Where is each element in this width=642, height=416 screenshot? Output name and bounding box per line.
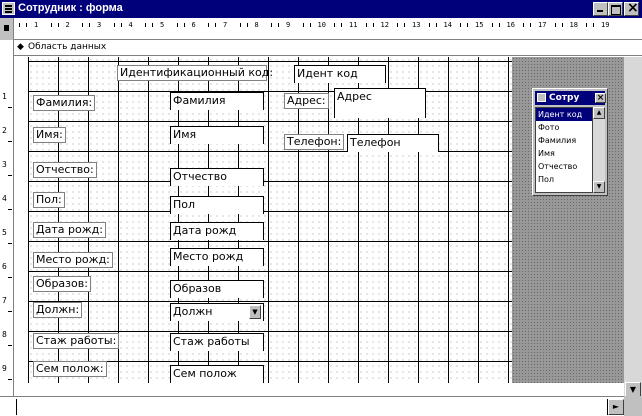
vertical-ruler-number: 8 bbox=[2, 330, 7, 339]
ruler-number: 4 bbox=[128, 21, 133, 29]
scrollbar-corner bbox=[624, 396, 642, 416]
ruler-tick bbox=[177, 23, 178, 27]
experience-field[interactable]: Стаж работы bbox=[170, 333, 264, 351]
ruler-number: 12 bbox=[380, 21, 389, 29]
ruler-tick bbox=[82, 23, 83, 27]
ruler-tick bbox=[460, 23, 461, 27]
ruler-tick bbox=[373, 23, 374, 27]
vertical-ruler-number: 6 bbox=[2, 262, 7, 271]
form-icon[interactable] bbox=[2, 2, 15, 15]
birth-date-field[interactable]: Дата рожд bbox=[170, 222, 264, 240]
field-list-window[interactable] bbox=[532, 88, 608, 196]
ruler-tick bbox=[499, 23, 500, 27]
form-selector[interactable] bbox=[0, 18, 14, 40]
ruler-tick bbox=[523, 23, 524, 27]
vertical-ruler-tick bbox=[8, 379, 12, 380]
ruler-tick bbox=[26, 23, 27, 27]
scroll-up-icon[interactable]: ▲ bbox=[593, 107, 605, 119]
horizontal-scrollbar[interactable] bbox=[0, 396, 624, 416]
horizontal-scroll-track[interactable] bbox=[16, 399, 608, 415]
vertical-scrollbar[interactable] bbox=[624, 57, 642, 396]
field-list-item[interactable]: Фото bbox=[538, 123, 560, 132]
ruler-tick bbox=[247, 23, 248, 27]
ruler-number: 2 bbox=[65, 21, 70, 29]
ruler-number: 3 bbox=[97, 21, 102, 29]
ruler-tick bbox=[467, 23, 468, 27]
ruler-tick bbox=[278, 23, 279, 27]
field-list-close-button[interactable]: × bbox=[596, 93, 605, 103]
section-label: Область данных bbox=[28, 42, 107, 52]
education-label[interactable]: Образов: bbox=[33, 276, 91, 292]
ruler-tick bbox=[152, 23, 153, 27]
ruler-tick bbox=[436, 23, 437, 27]
birth-place-field[interactable]: Место рожд bbox=[170, 248, 264, 266]
ruler-tick bbox=[240, 23, 241, 27]
birth-date-label[interactable]: Дата рожд: bbox=[33, 222, 106, 238]
patronymic-label[interactable]: Отчество: bbox=[33, 162, 97, 178]
ruler-number: 11 bbox=[349, 21, 358, 29]
patronymic-field[interactable]: Отчество bbox=[170, 168, 264, 186]
gender-label[interactable]: Пол: bbox=[33, 192, 65, 208]
ruler-tick bbox=[593, 23, 594, 27]
ruler-number: 6 bbox=[191, 21, 196, 29]
id-code-label[interactable]: Идентификационный код: bbox=[117, 65, 267, 81]
ruler-number: 5 bbox=[160, 21, 165, 29]
ruler-tick bbox=[271, 23, 272, 27]
vertical-ruler-tick bbox=[8, 107, 12, 108]
ruler-number: 1 bbox=[34, 21, 39, 29]
ruler-tick bbox=[208, 23, 209, 27]
ruler-number: 7 bbox=[223, 21, 228, 29]
vertical-ruler-tick bbox=[8, 311, 12, 312]
ruler-tick bbox=[310, 23, 311, 27]
address-field[interactable]: Адрес bbox=[334, 88, 426, 118]
name-field[interactable]: Имя bbox=[170, 126, 264, 144]
ruler-tick bbox=[530, 23, 531, 27]
dropdown-arrow-icon[interactable]: ▼ bbox=[249, 305, 261, 319]
section-arrow-icon: ◆ bbox=[17, 42, 24, 52]
ruler-tick bbox=[89, 23, 90, 27]
vertical-ruler-tick bbox=[8, 209, 12, 210]
field-list-icon bbox=[537, 93, 546, 102]
vertical-ruler-tick bbox=[8, 175, 12, 176]
field-list-item[interactable]: Отчество bbox=[538, 162, 578, 171]
ruler-number: 17 bbox=[538, 21, 547, 29]
vertical-ruler-tick bbox=[8, 345, 12, 346]
marital-status-field[interactable]: Сем полож bbox=[170, 365, 264, 383]
ruler-number: 10 bbox=[317, 21, 326, 29]
id-code-field[interactable]: Идент код bbox=[294, 65, 386, 83]
birth-place-label[interactable]: Место рожд: bbox=[33, 252, 113, 268]
vertical-ruler-number: 3 bbox=[2, 160, 7, 169]
ruler-tick bbox=[19, 23, 20, 27]
field-list-item[interactable]: Идент код bbox=[536, 108, 592, 121]
ruler-number: 13 bbox=[412, 21, 421, 29]
vertical-ruler-tick bbox=[8, 141, 12, 142]
ruler-tick bbox=[404, 23, 405, 27]
ruler-tick bbox=[184, 23, 185, 27]
ruler-number: 14 bbox=[443, 21, 452, 29]
ruler-number: 16 bbox=[506, 21, 515, 29]
maximize-button[interactable] bbox=[608, 2, 623, 16]
vertical-ruler-tick bbox=[8, 277, 12, 278]
vertical-ruler-number: 5 bbox=[2, 228, 7, 237]
ruler-tick bbox=[492, 23, 493, 27]
vertical-ruler-number: 7 bbox=[2, 296, 7, 305]
address-label[interactable]: Адрес: bbox=[284, 93, 329, 109]
vertical-ruler-number: 2 bbox=[2, 126, 7, 135]
ruler-tick bbox=[429, 23, 430, 27]
ruler-tick bbox=[334, 23, 335, 27]
ruler-number: 18 bbox=[569, 21, 578, 29]
field-list-item[interactable]: Фамилия bbox=[538, 136, 577, 145]
field-list-item[interactable]: Имя bbox=[538, 149, 555, 158]
close-button[interactable] bbox=[624, 2, 639, 16]
ruler-number: 19 bbox=[601, 21, 610, 29]
vertical-ruler-number: 4 bbox=[2, 194, 7, 203]
position-combobox[interactable]: Должн bbox=[170, 303, 264, 321]
ruler-number: 9 bbox=[286, 21, 291, 29]
ruler-tick bbox=[51, 23, 52, 27]
scroll-down-arrow-icon[interactable]: ▼ bbox=[625, 382, 641, 398]
ruler-tick bbox=[114, 23, 115, 27]
ruler-tick bbox=[303, 23, 304, 27]
ruler-tick bbox=[586, 23, 587, 27]
ruler-tick bbox=[555, 23, 556, 27]
vertical-ruler-number: 9 bbox=[2, 364, 7, 373]
ruler-tick bbox=[562, 23, 563, 27]
ruler-tick bbox=[215, 23, 216, 27]
ruler-tick bbox=[121, 23, 122, 27]
window-title-bar[interactable] bbox=[0, 0, 642, 18]
field-list-item[interactable]: Пол bbox=[538, 175, 555, 184]
scroll-down-icon[interactable]: ▼ bbox=[593, 181, 605, 193]
minimize-button[interactable] bbox=[593, 2, 608, 16]
marital-status-label[interactable]: Сем полож: bbox=[33, 361, 107, 377]
surname-field[interactable]: Фамилия bbox=[170, 92, 264, 110]
ruler-tick bbox=[58, 23, 59, 27]
education-field[interactable]: Образов bbox=[170, 280, 264, 298]
scroll-right-arrow-icon[interactable]: ► bbox=[608, 399, 624, 415]
vertical-ruler-number: 1 bbox=[2, 92, 7, 101]
field-list-scrollbar[interactable] bbox=[593, 107, 605, 193]
name-label[interactable]: Имя: bbox=[33, 127, 66, 143]
ruler-tick bbox=[366, 23, 367, 27]
field-list[interactable] bbox=[535, 107, 593, 193]
ruler-number: 8 bbox=[254, 21, 259, 29]
ruler-tick bbox=[341, 23, 342, 27]
position-label[interactable]: Должн: bbox=[33, 302, 82, 318]
phone-field[interactable]: Телефон bbox=[347, 134, 439, 152]
gender-field[interactable]: Пол bbox=[170, 196, 264, 214]
ruler-tick bbox=[145, 23, 146, 27]
field-list-title: Сотру bbox=[549, 93, 580, 103]
window-title: Сотрудник : форма bbox=[18, 2, 123, 14]
experience-label[interactable]: Стаж работы: bbox=[33, 333, 119, 349]
phone-label[interactable]: Телефон: bbox=[284, 134, 344, 150]
detail-section-header[interactable] bbox=[14, 40, 642, 56]
ruler-tick bbox=[397, 23, 398, 27]
ruler-number: 15 bbox=[475, 21, 484, 29]
surname-label[interactable]: Фамилия: bbox=[33, 95, 95, 111]
vertical-ruler-tick bbox=[8, 243, 12, 244]
